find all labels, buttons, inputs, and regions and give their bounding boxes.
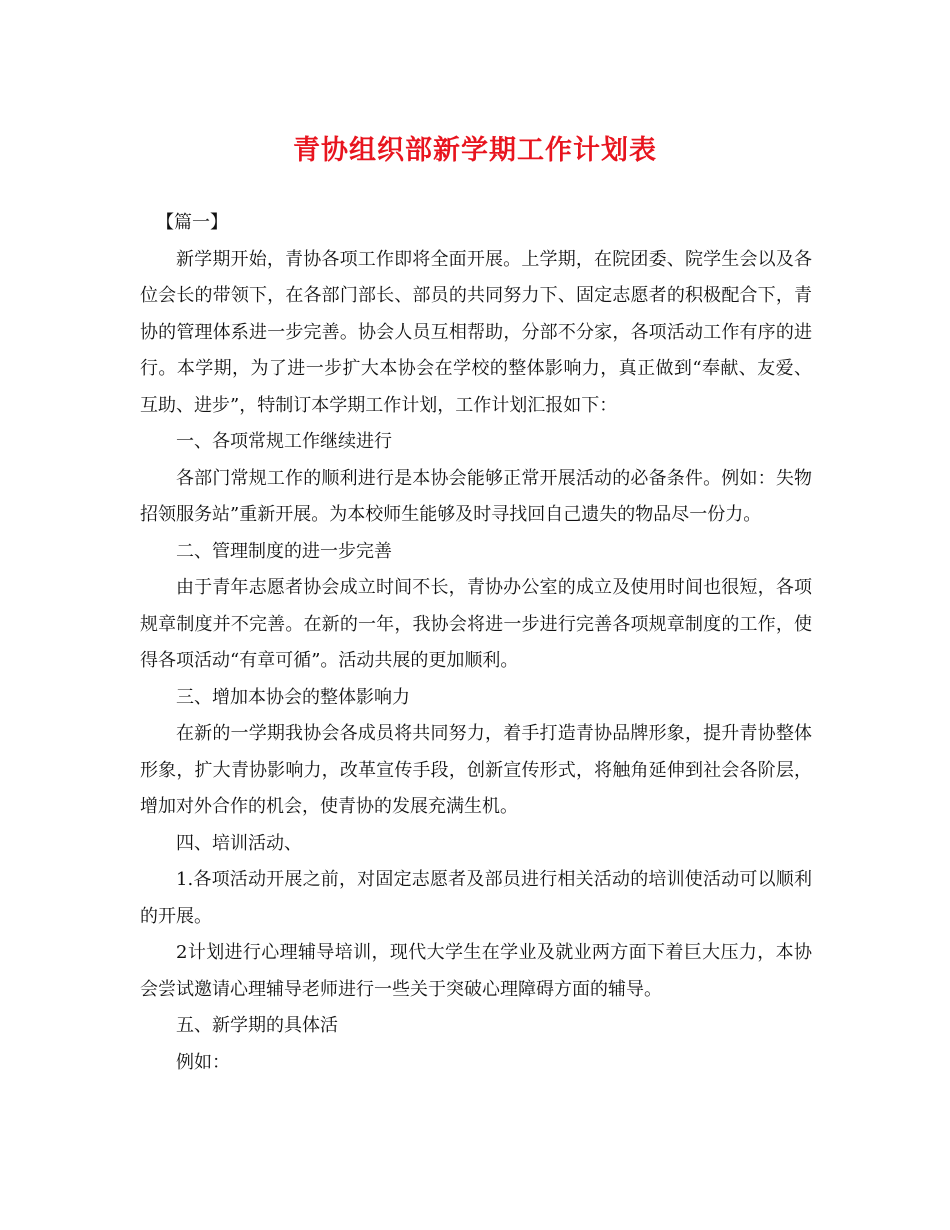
section-heading-2: 二、管理制度的进一步完善: [176, 540, 392, 562]
section-paragraph-2: 由于青年志愿者协会成立时间不长，青协办公室的成立及使用时间也很短，各项规章制度并不完善。在新的一年，我协会将进一步进行完善各项规章制度的工作，使得各项活动“有章可循”。活动共展的更加顺利。: [140, 577, 812, 671]
section-paragraph-3: 在新的一学期我协会各成员将共同努力，着手打造青协品牌形象，提升青协整体形象，扩大青协影响力，改革宣传手段，创新宣传形式，将触角延伸到社会各阶层，增加对外合作的机会，使青协的发展充满生机。: [140, 723, 812, 817]
section-heading-1: 一、各项常规工作继续进行: [176, 431, 392, 452]
section-heading-5: 五、新学期的具体活: [176, 1015, 338, 1036]
intro-paragraph: 新学期开始，青协各项工作即将全面开展。上学期，在院团委、院学生会以及各位会长的带领下，在各部门部长、部员的共同努力下、固定志愿者的积极配合下，青协的管理体系进一步完善。协会人员互相帮助，分部不分家，各项活动工作有序的进行。本学期，为了进一步扩大本协会在学校的整体影响力，真正做到“奉献、友爱、互助、进步”，特制订本学期工作计划，工作计划汇报如下：: [140, 248, 812, 416]
section-heading-3: 三、增加本协会的整体影响力: [176, 686, 410, 708]
document-body: [140, 205, 812, 1081]
section-heading-4: 四、培训活动、: [176, 832, 302, 854]
section-paragraph-1: 各部门常规工作的顺利进行是本协会能够正常开展活动的必备条件。例如：失物招领服务站”重新开展。为本校师生能够及时寻找回自己遗失的物品尽一份力。: [140, 467, 812, 525]
training-item-1: 1.各项活动开展之前，对固定志愿者及部员进行相关活动的培训使活动可以顺利的开展。: [140, 869, 812, 927]
document-title: 青协组织部新学期工作计划表: [293, 135, 657, 166]
section-tag: 【篇一】: [156, 212, 228, 233]
example-label: 例如：: [176, 1051, 230, 1073]
training-item-2: 2计划进行心理辅导培训，现代大学生在学业及就业两方面下着巨大压力，本协会尝试邀请心理辅导老师进行一些关于突破心理障碍方面的辅导。: [140, 942, 812, 1000]
